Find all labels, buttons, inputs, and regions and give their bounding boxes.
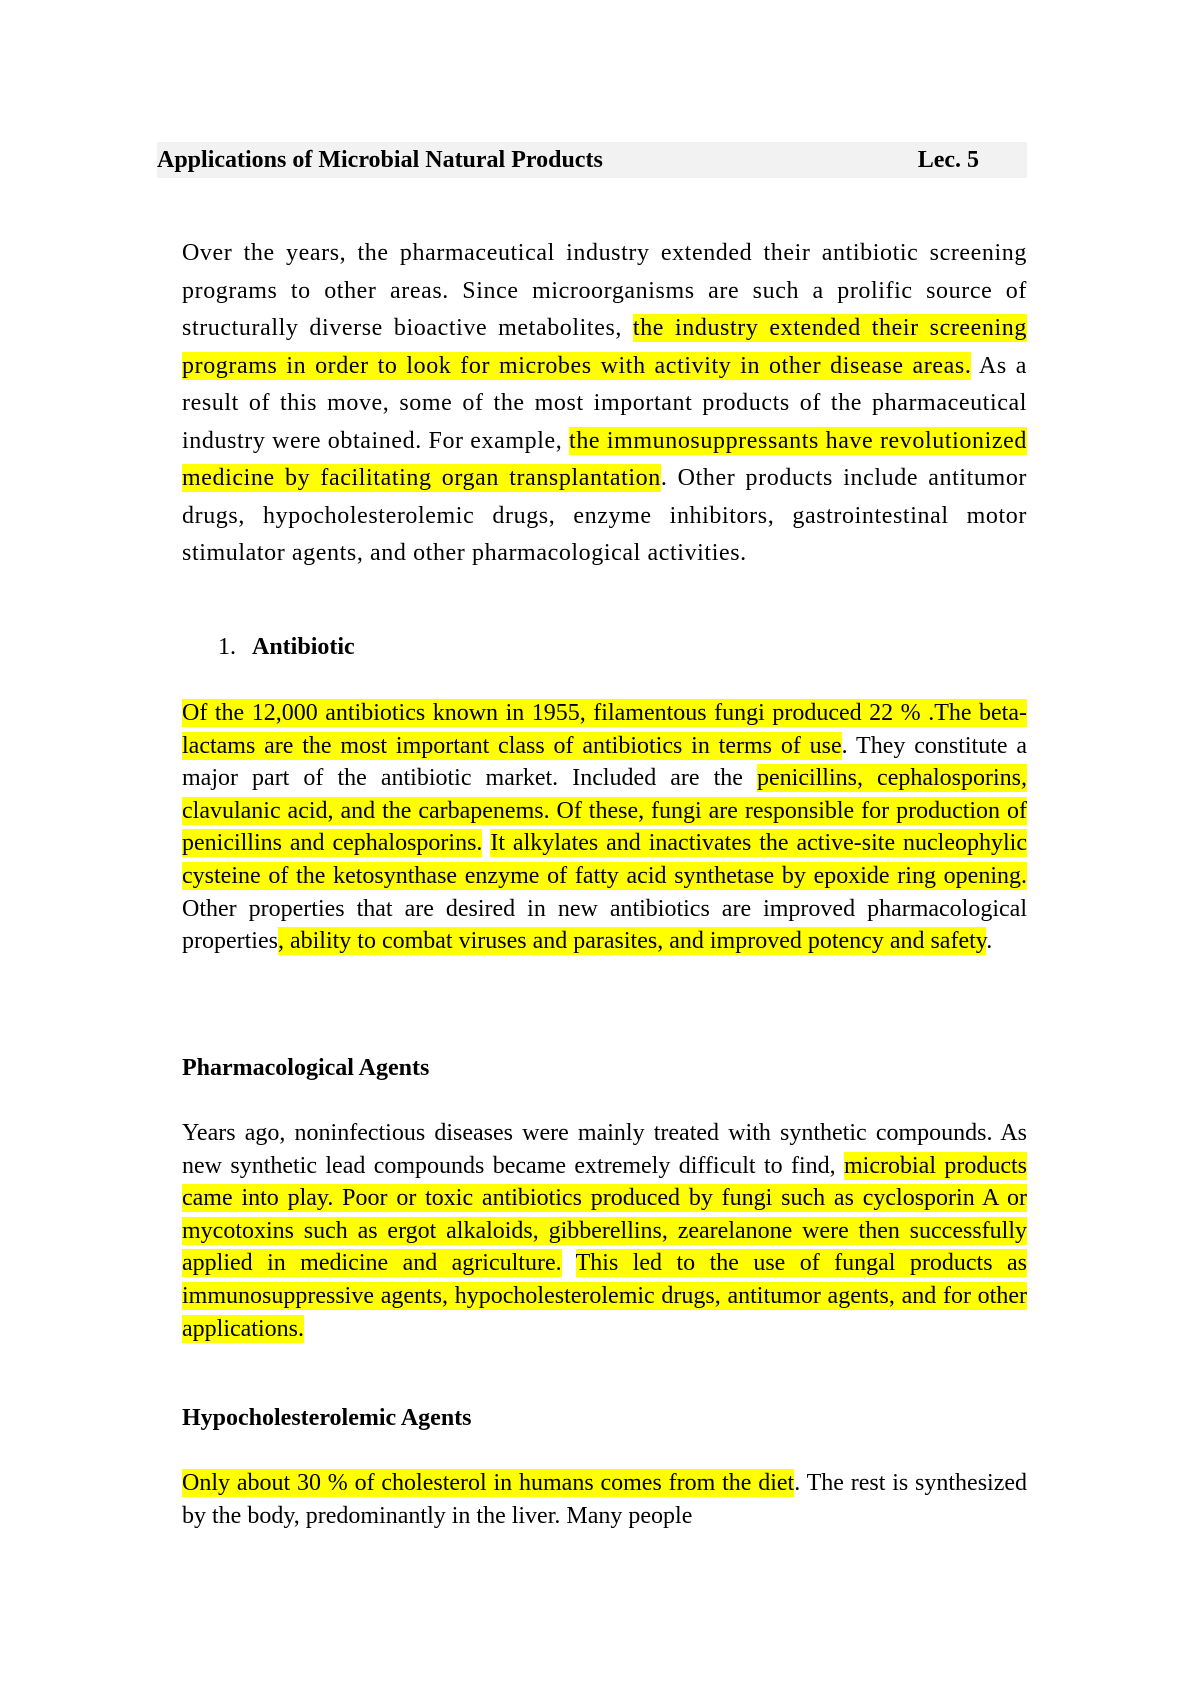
heading-hypocholesterolemic-agents: Hypocholesterolemic Agents <box>182 1405 472 1431</box>
text-run: . They constitute a major part of the antibiotic market. Included are the <box>182 732 1027 792</box>
highlighted-text: the immunosuppressants have revolutionized medicine by facilitating organ transplantation <box>182 427 1027 491</box>
highlighted-text: the industry extended their screening programs in order to look for microbes with activity in other disease areas. <box>182 315 1027 379</box>
list-number: 1. <box>218 634 236 660</box>
list-item-antibiotic <box>218 634 355 661</box>
highlighted-text: microbial products came into play. Poor or toxic antibiotics produced by fungi such as cyclosporin A or mycotoxins such as ergot alkaloids, gibberellins, zearelanone were then successfully applied in medicine and agriculture. <box>182 1152 1028 1277</box>
antibiotic-paragraph <box>182 697 1027 958</box>
intro-paragraph <box>182 235 1027 573</box>
text-run: . <box>986 928 993 955</box>
highlighted-text: Only about 30 % of cholesterol in humans comes from the diet <box>182 1470 795 1496</box>
header-title: Applications of Microbial Natural Products <box>157 146 603 173</box>
highlighted-text: It alkylates and inactivates the active-site nucleophylic cysteine of the ketosynthase enzyme of fatty acid synthetase by epoxide ring opening. <box>182 830 1027 889</box>
page-header <box>157 142 1027 178</box>
hypocholesterolemic-paragraph <box>182 1467 1027 1532</box>
text-run <box>562 1250 576 1276</box>
text-run: Over the years, the pharmaceutical industry extended their antibiotic screening programs to other areas. Since microorganisms are such a prolific source of structurally diverse bioactive metabolites, <box>182 240 1027 341</box>
header-lecture: Lec. 5 <box>917 146 979 173</box>
highlighted-text: penicillins, cephalosporins, clavulanic acid, and the carbapenems. Of these, fungi are responsible for production of penicillins and cephalosporins. <box>182 765 1028 857</box>
text-run: Other properties that are desired in new antibiotics are improved pharmacological properties <box>182 895 1027 955</box>
list-label: Antibiotic <box>252 634 355 660</box>
highlighted-text: This led to the use of fungal products as immunosuppressive agents, hypocholesterolemic drugs, antitumor agents, and for other applications. <box>182 1250 1027 1342</box>
highlighted-text: , ability to combat viruses and parasites, and improved potency and safety <box>277 928 987 955</box>
text-run: . Other products include antitumor drugs, hypocholesterolemic drugs, enzyme inhibitors, gastrointestinal motor stimulator agents, and other pharmacological activities. <box>182 465 1028 566</box>
text-run: . The rest is synthesized by the body, predominantly in the liver. Many people <box>182 1470 1028 1529</box>
highlighted-text: Of the 12,000 antibiotics known in 1955, filamentous fungi produced 22 % .The beta-lactams are the most important class of antibiotics in terms of use <box>182 700 1027 759</box>
text-run: As a result of this move, some of the most important products of the pharmaceutical industry were obtained. For example, <box>182 352 1027 454</box>
pharmacological-paragraph <box>182 1117 1027 1345</box>
heading-pharmacological-agents: Pharmacological Agents <box>182 1055 430 1081</box>
text-run: Years ago, noninfectious diseases were mainly treated with synthetic compounds. As new synthetic lead compounds became extremely difficult to find, <box>182 1120 1027 1179</box>
